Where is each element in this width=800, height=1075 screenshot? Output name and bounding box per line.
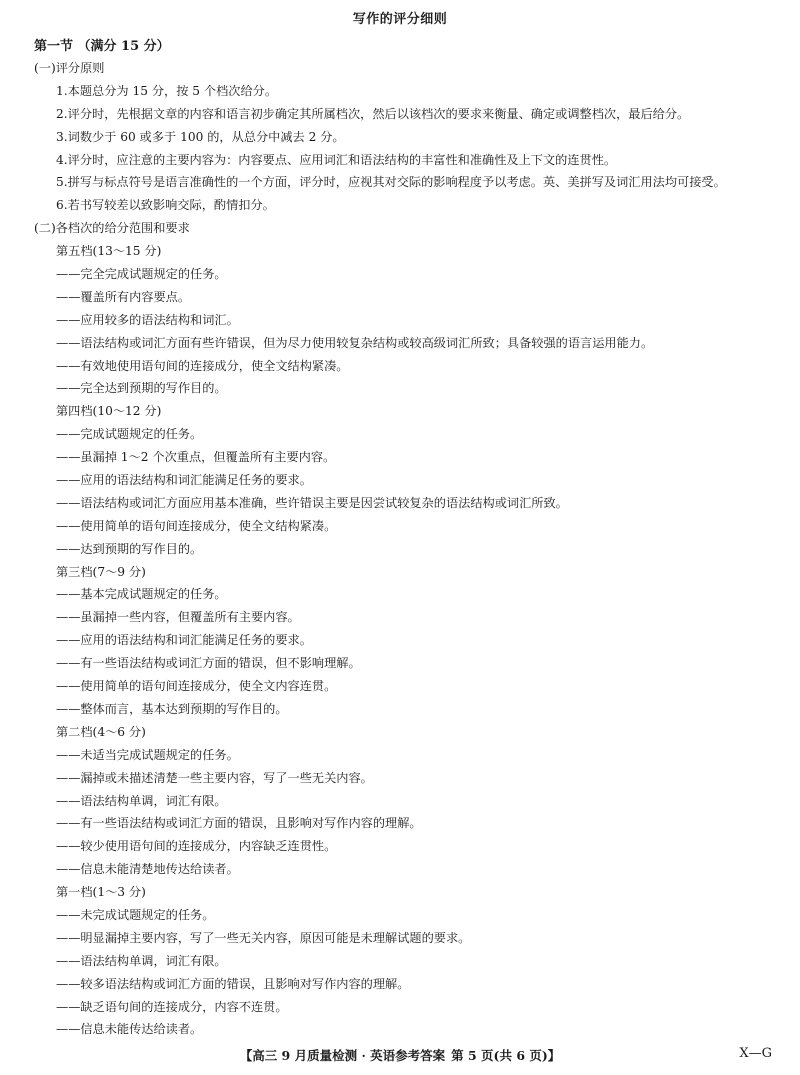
level-criterion: ——语法结构单调，词汇有限。 [56,793,227,808]
level-criterion: ——完全完成试题规定的任务。 [56,267,227,282]
levels-heading: (二)各档次的给分范围和要求 [34,221,190,236]
page-footer [0,1046,800,1066]
level-criterion: ——应用的语法结构和词汇能满足任务的要求。 [56,473,312,488]
level-criterion: ——应用较多的语法结构和词汇。 [56,312,239,327]
level-criterion: ——漏掉或未描述清楚一些主要内容，写了一些无关内容。 [56,770,373,785]
level-criterion: ——信息未能传达给读者。 [56,1022,203,1037]
principle-rule: 1.本题总分为 15 分，按 5 个档次给分。 [56,83,278,98]
principle-rule: 4.评分时，应注意的主要内容为：内容要点、应用词汇和语法结构的丰富性和准确性及上下文的连贯性。 [56,152,617,167]
level-criterion: ——有一些语法结构或词汇方面的错误，且影响对写作内容的理解。 [56,816,422,831]
document-body [34,57,774,1041]
level-criterion: ——虽漏掉一些内容，但覆盖所有主要内容。 [56,610,300,625]
level-criterion: ——完全达到预期的写作目的。 [56,381,227,396]
level-criterion: ——整体而言，基本达到预期的写作目的。 [56,701,288,716]
level-criterion: ——基本完成试题规定的任务。 [56,587,227,602]
principle-rule: 3.词数少于 60 或多于 100 的，从总分中减去 2 分。 [56,129,345,144]
level-title: 第五档(13～15 分) [56,244,162,259]
level-criterion: ——达到预期的写作目的。 [56,541,203,556]
principle-rule: 5.拼写与标点符号是语言准确性的一个方面，评分时，应视其对交际的影响程度予以考虑。英、美拼写及词汇用法均可接受。 [56,175,726,190]
level-criterion: ——有一些语法结构或词汇方面的错误，但不影响理解。 [56,656,361,671]
level-criterion: ——语法结构或词汇方面应用基本准确，些许错误主要是因尝试较复杂的语法结构或词汇所致。 [56,495,568,510]
level-criterion: ——缺乏语句间的连接成分，内容不连贯。 [56,999,288,1014]
principle-rule: 6.若书写较差以致影响交际，酌情扣分。 [56,198,275,213]
principle-rule: 2.评分时，先根据文章的内容和语言初步确定其所属档次，然后以该档次的要求来衡量、确定或调整档次，最后给分。 [56,106,690,121]
level-criterion: ——应用的语法结构和词汇能满足任务的要求。 [56,633,312,648]
level-title: 第三档(7～9 分) [56,564,146,579]
level-criterion: ——较少使用语句间的连接成分，内容缺乏连贯性。 [56,839,337,854]
page-title: 写作的评分细则 [352,12,448,27]
level-title: 第四档(10～12 分) [56,404,162,419]
level-criterion: ——完成试题规定的任务。 [56,427,203,442]
principles-heading: (一)评分原则 [34,61,105,75]
level-criterion: ——信息未能清楚地传达给读者。 [56,862,239,877]
level-criterion: ——语法结构单调，词汇有限。 [56,953,227,968]
level-criterion: ——覆盖所有内容要点。 [56,289,191,304]
level-title: 第二档(4～6 分) [56,724,146,739]
level-criterion: ——未适当完成试题规定的任务。 [56,747,239,762]
footer-page-info: 第 5 页(共 6 页)】 [451,1048,561,1063]
level-criterion: ——使用简单的语句间连接成分，使全文结构紧凑。 [56,518,337,533]
level-criterion: ——有效地使用语句间的连接成分，使全文结构紧凑。 [56,358,349,373]
level-criterion: ——明显漏掉主要内容，写了一些无关内容，原因可能是未理解试题的要求。 [56,930,471,945]
footer-code: X—G [739,1046,772,1061]
level-criterion: ——较多语法结构或词汇方面的错误，且影响对写作内容的理解。 [56,976,410,991]
level-criterion: ——使用简单的语句间连接成分，使全文内容连贯。 [56,679,337,694]
section-heading: 第一节 （满分 15 分） [34,39,170,54]
level-title: 第一档(1～3 分) [56,885,146,900]
footer-exam-info [0,1046,800,1064]
level-criterion: ——语法结构或词汇方面有些许错误，但为尽力使用较复杂结构或较高级词汇所致；具备较强的语言运用能力。 [56,335,654,350]
footer-exam-label: 【高三 9 月质量检测 · 英语参考答案 [239,1048,446,1063]
level-criterion: ——未完成试题规定的任务。 [56,907,215,922]
level-criterion: ——虽漏掉 1～2 个次重点，但覆盖所有主要内容。 [56,450,336,465]
